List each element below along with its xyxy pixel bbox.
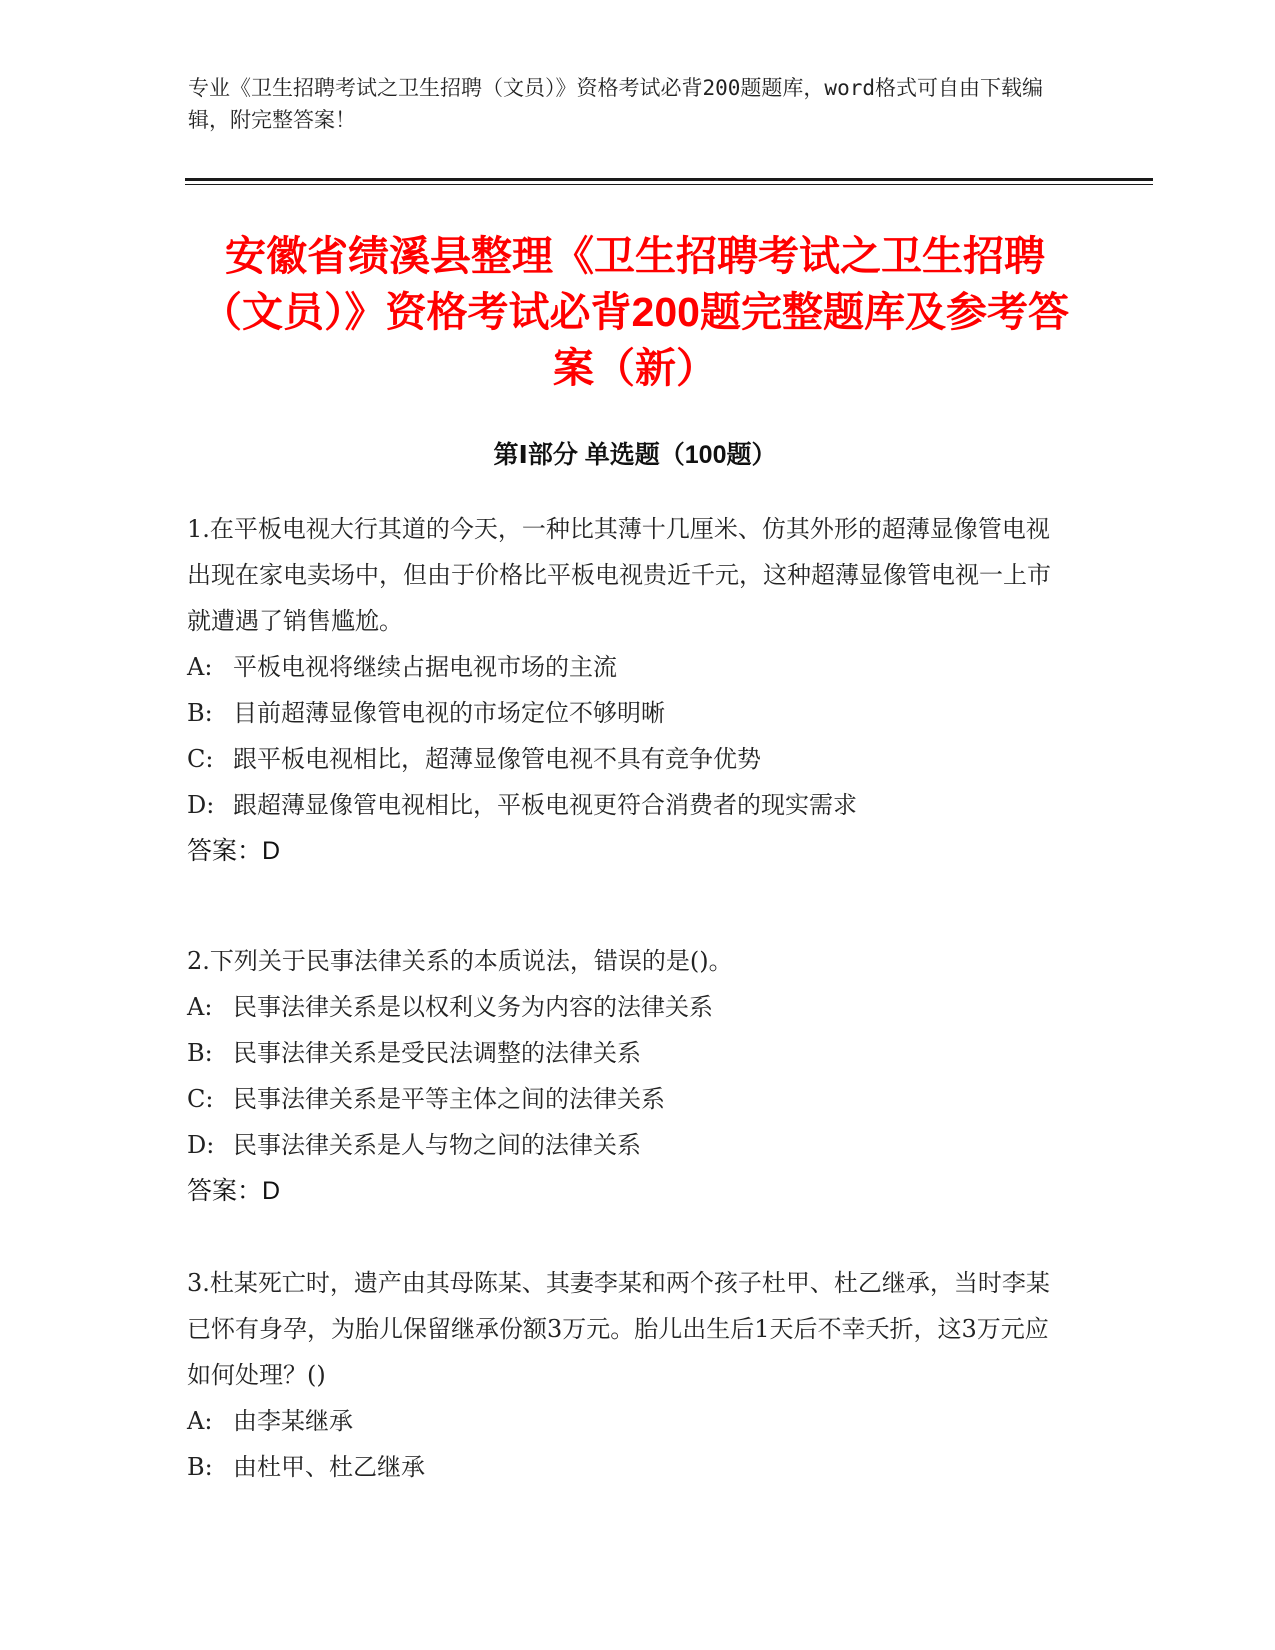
option-label: C:: [187, 745, 214, 773]
option-label: D:: [187, 1131, 215, 1159]
option-label: A:: [187, 993, 213, 1021]
option-c: [187, 736, 1067, 782]
option-label: A:: [187, 1407, 213, 1435]
option-label: D:: [187, 791, 215, 819]
option-d: [187, 1122, 1067, 1168]
option-c: [187, 1076, 1067, 1122]
option-text: 跟超薄显像管电视相比，平板电视更符合消费者的现实需求: [233, 791, 857, 819]
option-text: 民事法律关系是以权利义务为内容的法律关系: [233, 993, 713, 1021]
section-heading: 第Ⅰ部分 单选题（100题）: [493, 441, 777, 469]
option-label: B:: [187, 1453, 213, 1481]
answer: 答案：D: [187, 837, 281, 865]
question-1: [187, 506, 1067, 874]
option-text: 由杜甲、杜乙继承: [233, 1453, 425, 1481]
option-a: [187, 984, 1067, 1030]
option-text: 民事法律关系是平等主体之间的法律关系: [233, 1085, 665, 1113]
option-text: 跟平板电视相比，超薄显像管电视不具有竞争优势: [233, 745, 761, 773]
question-stem: 1.在平板电视大行其道的今天，一种比其薄十几厘米、仿其外形的超薄显像管电视出现在家电卖场中，但由于价格比平板电视贵近千元，这种超薄显像管电视一上市就遭遇了销售尴尬。: [187, 515, 1051, 635]
option-label: A:: [187, 653, 213, 681]
option-a: [187, 644, 1067, 690]
option-label: B:: [187, 699, 213, 727]
option-text: 平板电视将继续占据电视市场的主流: [233, 653, 617, 681]
option-a: [187, 1398, 1067, 1444]
question-stem: 2.下列关于民事法律关系的本质说法，错误的是()。: [187, 947, 733, 975]
option-b: [187, 1444, 1067, 1490]
question-2: [187, 938, 1067, 1214]
header-rule-thick: [185, 178, 1153, 181]
option-b: [187, 1030, 1067, 1076]
question-stem: 3.杜某死亡时，遗产由其母陈某、其妻李某和两个孩子杜甲、杜乙继承，当时李某已怀有身孕，为胎儿保留继承份额3万元。胎儿出生后1天后不幸夭折，这3万元应如何处理？(): [187, 1269, 1050, 1389]
option-text: 由李某继承: [233, 1407, 353, 1435]
option-text: 民事法律关系是人与物之间的法律关系: [233, 1131, 641, 1159]
header-note: 专业《卫生招聘考试之卫生招聘（文员）》资格考试必背200题题库，word格式可自由下载编辑，附完整答案！: [188, 76, 1043, 132]
option-label: C:: [187, 1085, 214, 1113]
option-b: [187, 690, 1067, 736]
question-3: [187, 1260, 1067, 1490]
option-label: B:: [187, 1039, 213, 1067]
option-d: [187, 782, 1067, 828]
answer: 答案：D: [187, 1177, 281, 1205]
option-text: 目前超薄显像管电视的市场定位不够明晰: [233, 699, 665, 727]
option-text: 民事法律关系是受民法调整的法律关系: [233, 1039, 641, 1067]
header-rule-thin: [185, 184, 1153, 185]
document-title: 安徽省绩溪县整理《卫生招聘考试之卫生招聘（文员）》资格考试必背200题完整题库及参考答案（新）: [201, 233, 1069, 391]
